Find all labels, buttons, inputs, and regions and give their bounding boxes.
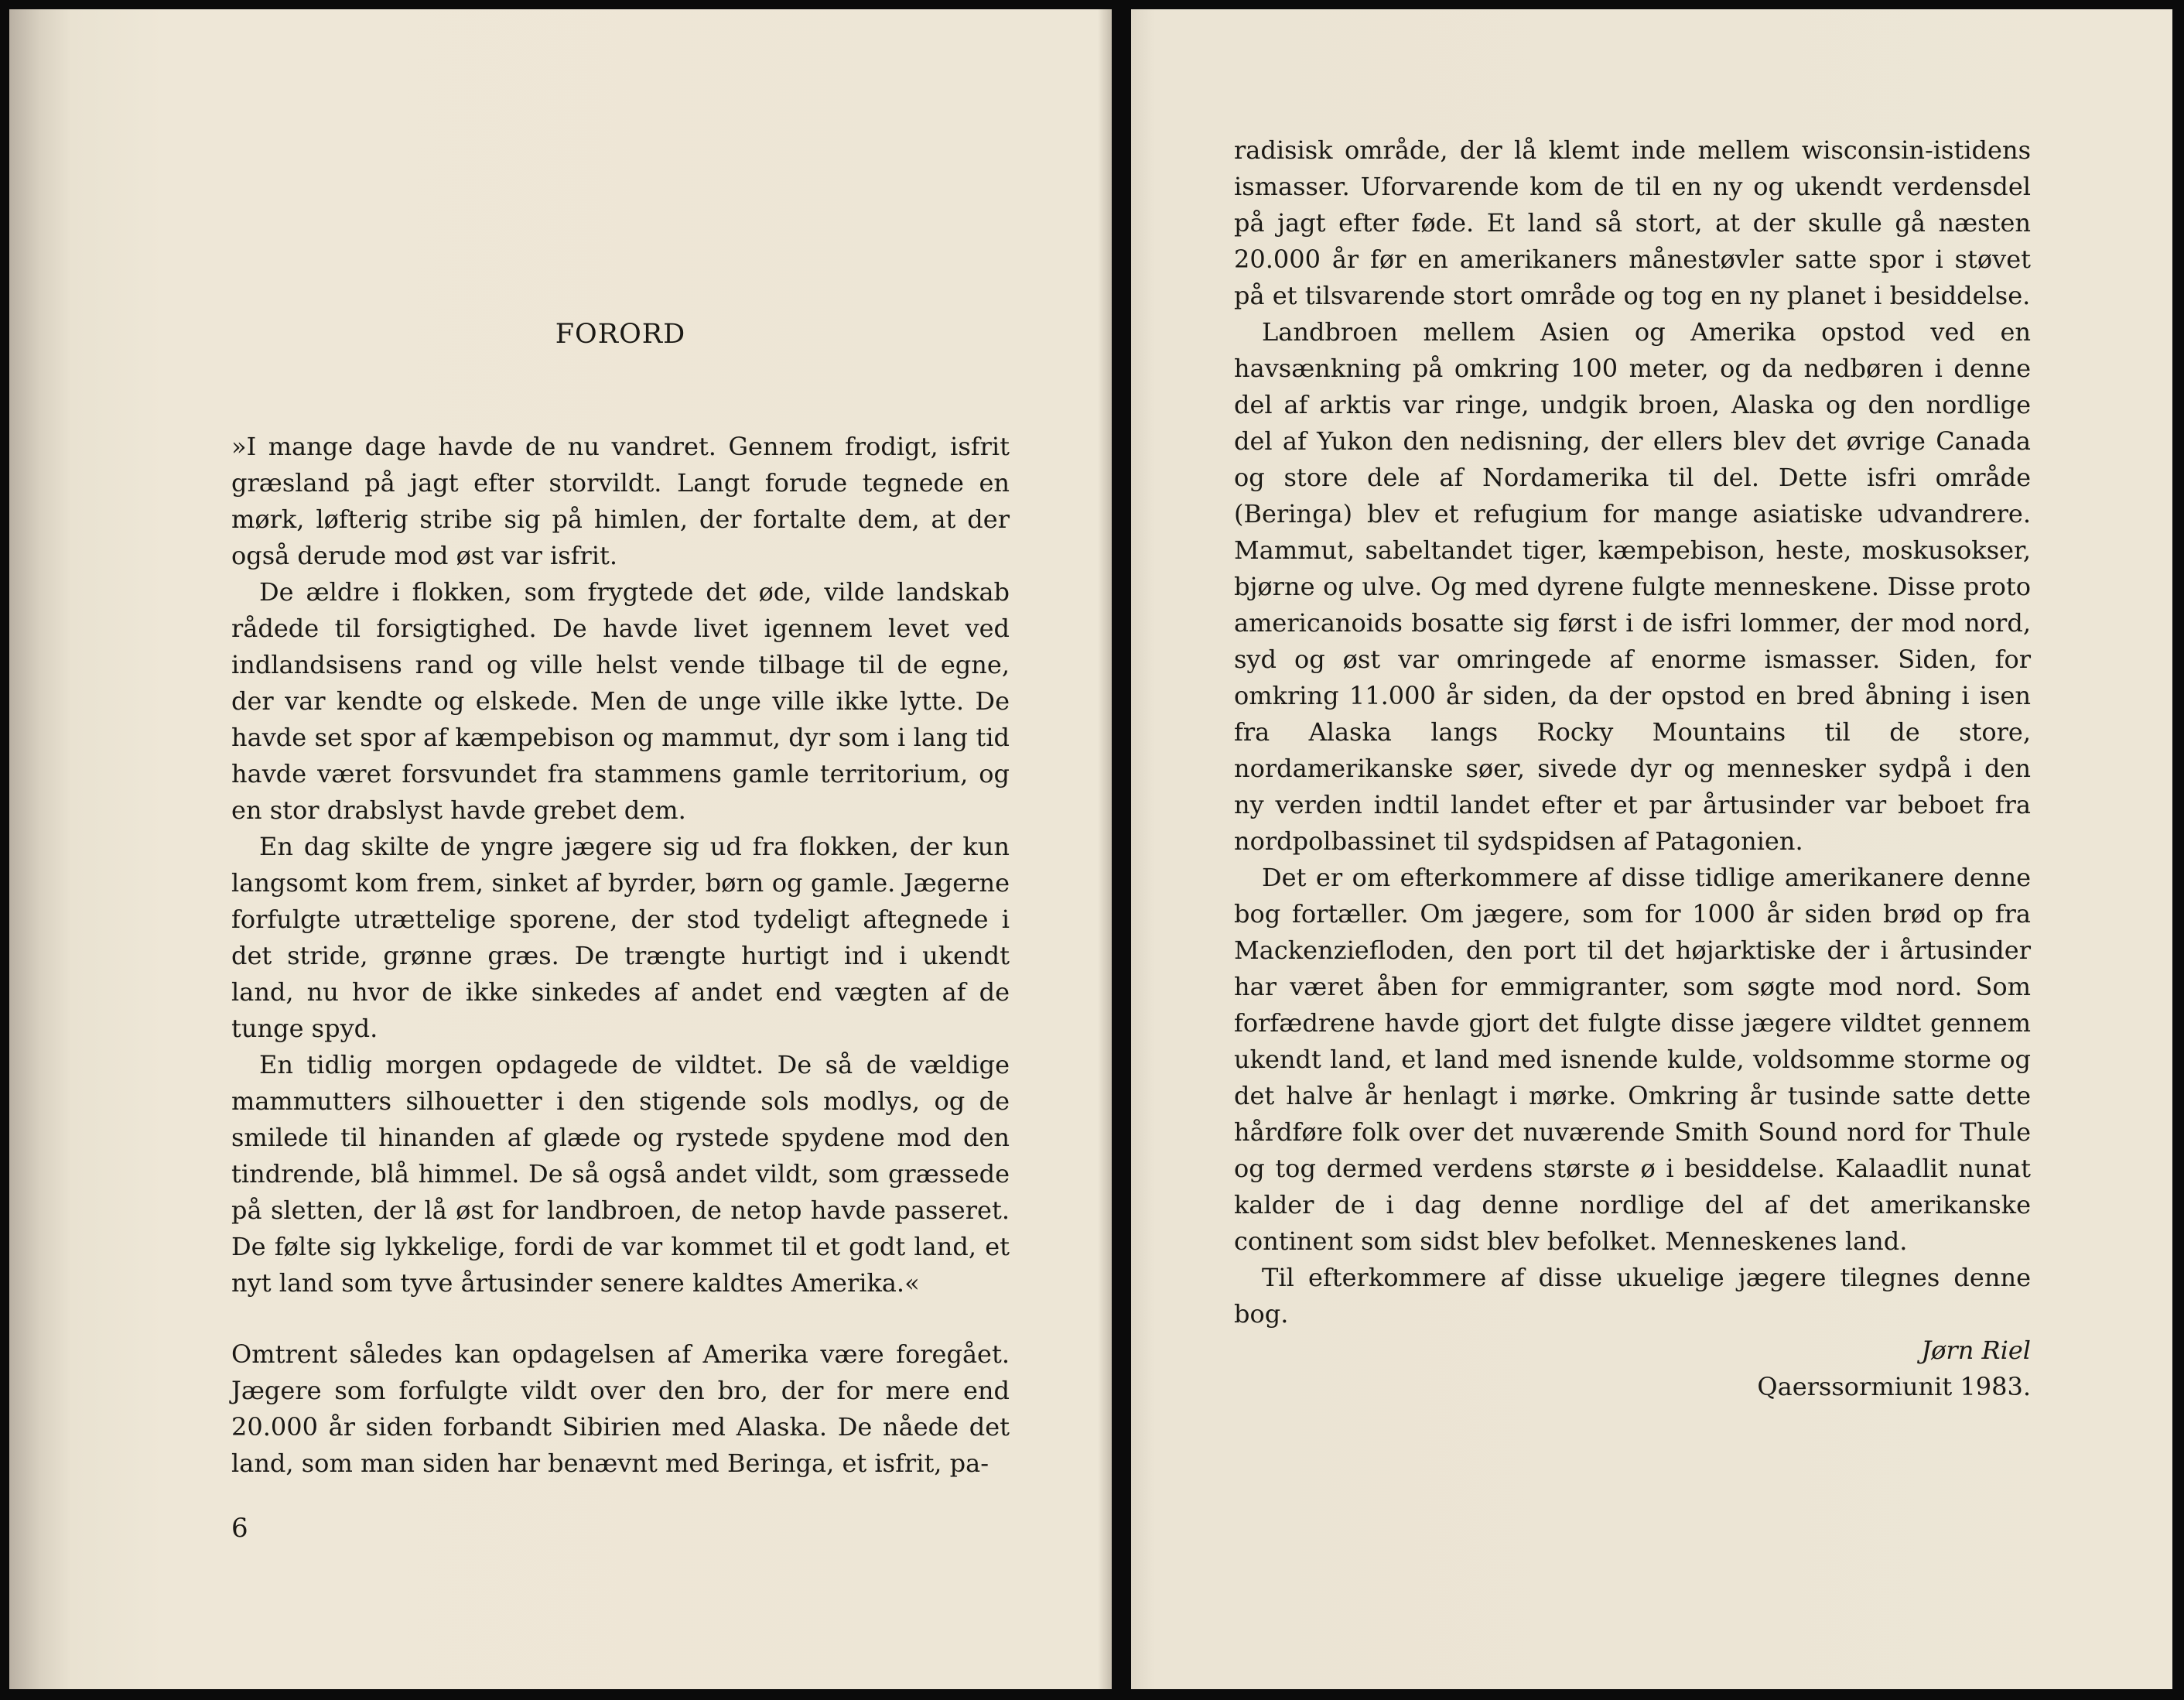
page-number: 6 xyxy=(231,1513,248,1544)
right-text-column xyxy=(1234,132,2031,1405)
right-page xyxy=(1131,9,2172,1689)
left-text-column xyxy=(231,429,1010,1482)
spine-shadow xyxy=(1098,9,1112,1689)
place-date: Qaerssormiunit 1983. xyxy=(1757,1372,2031,1401)
paragraph: En tidlig morgen opdagede de vildtet. De så de vældige mammutters silhouetter i den stigende sols modlys, og de smilede til hinanden af glæde og rystede spydene mod den tindrende, blå himmel. De så også andet vildt, som græssede på sletten, der lå øst for landbroen, de netop havde passeret. De følte sig lykkelige, fordi de var kommet til et godt land, et nyt land som tyve årtusinder senere kaldtes Amerika.« xyxy=(231,1050,1010,1298)
paragraph: Omtrent således kan opdagelsen af Amerika være foregået. Jægere som forfulgte vildt over den bro, der for mere end 20.000 år siden forbandt Sibirien med Alaska. De nåede det land, som man siden har benævnt med Beringa, et isfrit, pa- xyxy=(231,1339,1010,1478)
paragraph: De ældre i flokken, som frygtede det øde, vilde landskab rådede til forsigtighed. De havde livet igennem levet ved indlandsisens rand og ville helst vende tilbage til de egne, der var kendte og elskede. Men de unge ville ikke lytte. De havde set spor af kæmpebison og mammut, dyr som i lang tid havde været forsvundet fra stammens gamle territorium, og en stor drabslyst havde grebet dem. xyxy=(231,577,1010,825)
paragraph: Landbroen mellem Asien og Amerika opstod ved en havsænkning på omkring 100 meter, og da nedbøren i denne del af arktis var ringe, undgik broen, Alaska og den nordlige del af Yukon den nedisning, der ellers blev det øvrige Canada og store dele af Nordamerika til del. Dette isfri område (Beringa) blev et refugium for mange asiatiske udvandrere. Mammut, sabeltandet tiger, kæmpebison, heste, moskusokser, bjørne og ulve. Og med dyrene fulgte menneskene. Disse proto americanoids bosatte sig først i de isfri lommer, der mod nord, syd og øst var omringede af enorme ismasser. Siden, for omkring 11.000 år siden, da der opstod en bred åbning i isen fra Alaska langs Rocky Mountains til de store, nordamerikanske søer, sivede dyr og mennesker sydpå i den ny verden indtil landet efter et par årtusinder var beboet fra nordpolbassinet til sydspidsen af Patagonien. xyxy=(1234,317,2031,856)
left-page xyxy=(9,9,1112,1689)
paragraph: En dag skilte de yngre jægere sig ud fra flokken, der kun langsomt kom frem, sinket af byrder, børn og gamle. Jægerne forfulgte utrættelige sporene, der stod tydeligt aftegnede i det stride, grønne græs. De trængte hurtigt ind i ukendt land, nu hvor de ikke sinkedes af andet end vægten af de tunge spyd. xyxy=(231,832,1010,1043)
chapter-title: FORORD xyxy=(555,319,686,350)
paragraph: Det er om efterkommere af disse tidlige amerikanere denne bog fortæller. Om jægere, som for 1000 år siden brød op fra Mackenziefloden, den port til det højarktiske der i årtusinder har været åben for emmigranter, som søgte mod nord. Som forfædrene havde gjort det fulgte disse jægere vildtet gennem ukendt land, et land med isnende kulde, voldsomme storme og det halve år henlagt i mørke. Omkring år tusinde satte dette hårdføre folk over det nuværende Smith Sound nord for Thule og tog dermed verdens største ø i besiddelse. Kalaadlit nunat kalder de i dag denne nordlige del af det amerikanske continent som sidst blev befolket. Menneskenes land. xyxy=(1234,863,2031,1256)
paragraph: Til efterkommere af disse ukuelige jægere tilegnes denne bog. xyxy=(1234,1263,2031,1329)
paragraph: »I mange dage havde de nu vandret. Gennem frodigt, isfrit græsland på jagt efter storvildt. Langt forude tegnede en mørk, løfterig stribe sig på himlen, der fortalte dem, at der også derude mod øst var isfrit. xyxy=(231,432,1010,570)
signature: Jørn Riel xyxy=(1921,1336,2031,1365)
paragraph: radisisk område, der lå klemt inde mellem wisconsin-istidens ismasser. Uforvarende kom de til en ny og ukendt verdensdel på jagt efter føde. Et land så stort, at der skulle gå næsten 20.000 år før en amerikaners månestøvler satte spor i støvet på et tilsvarende stort område og tog en ny planet i besiddelse. xyxy=(1234,135,2031,310)
